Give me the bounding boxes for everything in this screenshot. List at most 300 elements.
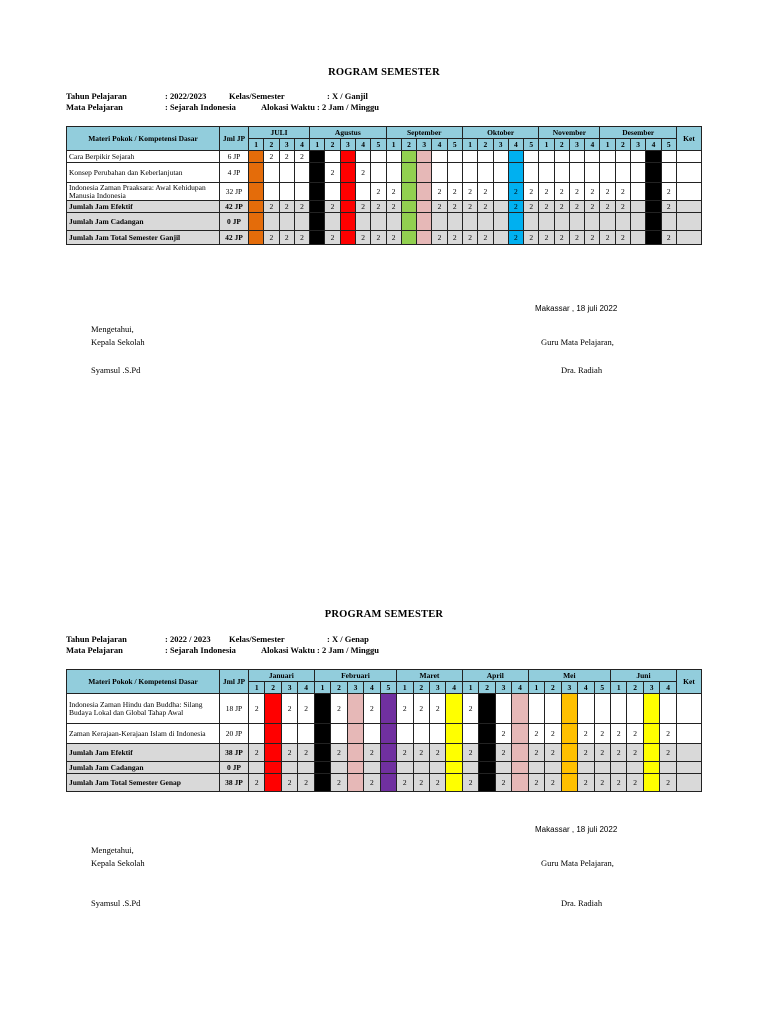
week-cell: 2 bbox=[429, 774, 445, 792]
week-cell bbox=[314, 724, 330, 744]
week-cell bbox=[627, 762, 643, 774]
week-header: 4 bbox=[578, 682, 594, 694]
week-header: 4 bbox=[298, 682, 314, 694]
week-cell: 2 bbox=[585, 231, 600, 245]
week-cell: 2 bbox=[569, 201, 584, 213]
week-cell bbox=[347, 724, 363, 744]
week-cell bbox=[600, 163, 615, 183]
kelas-value: : X / Ganjil bbox=[327, 91, 368, 101]
week-header: 2 bbox=[331, 682, 347, 694]
week-cell: 2 bbox=[264, 151, 279, 163]
week-cell bbox=[429, 762, 445, 774]
header-jml-jp: Jml JP bbox=[220, 670, 249, 694]
week-cell bbox=[371, 213, 386, 231]
week-header: 1 bbox=[462, 139, 477, 151]
week-cell: 2 bbox=[660, 774, 677, 792]
week-cell bbox=[401, 231, 416, 245]
week-cell: 2 bbox=[413, 694, 429, 724]
week-cell: 2 bbox=[397, 744, 413, 762]
week-header: 3 bbox=[281, 682, 297, 694]
week-cell: 2 bbox=[447, 231, 462, 245]
week-header: 3 bbox=[340, 139, 355, 151]
week-cell: 2 bbox=[462, 231, 477, 245]
week-cell: 2 bbox=[478, 183, 493, 201]
week-cell: 2 bbox=[413, 774, 429, 792]
week-header: 3 bbox=[643, 682, 659, 694]
month-header: November bbox=[539, 127, 600, 139]
week-cell bbox=[569, 163, 584, 183]
week-cell bbox=[594, 762, 610, 774]
week-cell bbox=[380, 762, 396, 774]
ket-cell bbox=[677, 744, 702, 762]
week-cell bbox=[479, 774, 495, 792]
week-header: 1 bbox=[249, 139, 264, 151]
week-cell bbox=[429, 724, 445, 744]
week-cell bbox=[249, 163, 264, 183]
week-cell bbox=[314, 762, 330, 774]
week-cell bbox=[340, 201, 355, 213]
week-cell bbox=[545, 694, 561, 724]
month-header: JULI bbox=[249, 127, 310, 139]
week-cell bbox=[646, 231, 661, 245]
ket-cell bbox=[677, 151, 702, 163]
week-header: 3 bbox=[569, 139, 584, 151]
week-cell bbox=[325, 213, 340, 231]
week-cell bbox=[413, 762, 429, 774]
week-cell: 2 bbox=[569, 183, 584, 201]
table-row bbox=[67, 724, 702, 744]
week-cell bbox=[294, 213, 309, 231]
week-header: 2 bbox=[325, 139, 340, 151]
week-cell bbox=[462, 762, 478, 774]
week-cell: 2 bbox=[355, 163, 370, 183]
week-cell bbox=[340, 213, 355, 231]
week-cell: 2 bbox=[249, 774, 265, 792]
week-cell bbox=[347, 762, 363, 774]
table-row bbox=[67, 151, 702, 163]
week-header: 1 bbox=[386, 139, 401, 151]
week-cell bbox=[413, 724, 429, 744]
week-cell: 2 bbox=[432, 201, 447, 213]
week-header: 2 bbox=[264, 139, 279, 151]
ket-cell bbox=[677, 774, 702, 792]
week-cell bbox=[294, 163, 309, 183]
week-cell bbox=[310, 183, 325, 201]
ket-cell bbox=[677, 694, 702, 724]
ket-cell bbox=[677, 163, 702, 183]
week-cell: 2 bbox=[585, 183, 600, 201]
week-cell bbox=[660, 694, 677, 724]
week-cell bbox=[600, 213, 615, 231]
week-cell bbox=[265, 744, 281, 762]
materi-cell: Indonesia Zaman Hindu dan Buddha: Silang Budaya Lokal dan Global Tahap Awal bbox=[67, 694, 220, 724]
week-cell bbox=[569, 213, 584, 231]
week-cell bbox=[478, 213, 493, 231]
week-cell bbox=[631, 151, 646, 163]
week-cell bbox=[249, 151, 264, 163]
week-cell bbox=[585, 213, 600, 231]
week-cell: 2 bbox=[325, 231, 340, 245]
semester-table bbox=[66, 126, 702, 245]
week-cell: 2 bbox=[524, 201, 539, 213]
week-cell bbox=[380, 744, 396, 762]
week-cell: 2 bbox=[462, 183, 477, 201]
jp-cell: 20 JP bbox=[220, 724, 249, 744]
guru-label: Guru Mata Pelajaran, bbox=[541, 858, 614, 868]
week-cell bbox=[479, 694, 495, 724]
week-header: 4 bbox=[508, 139, 523, 151]
summary-row bbox=[67, 762, 702, 774]
week-cell: 2 bbox=[660, 744, 677, 762]
week-cell bbox=[279, 183, 294, 201]
week-cell: 2 bbox=[478, 231, 493, 245]
materi-cell: Jumlah Jam Efektif bbox=[67, 744, 220, 762]
week-cell: 2 bbox=[539, 231, 554, 245]
week-cell bbox=[446, 774, 462, 792]
week-cell bbox=[569, 151, 584, 163]
table-row bbox=[67, 183, 702, 201]
week-cell bbox=[417, 163, 432, 183]
week-cell: 2 bbox=[462, 744, 478, 762]
week-cell bbox=[539, 163, 554, 183]
week-cell: 2 bbox=[325, 201, 340, 213]
week-header: 5 bbox=[594, 682, 610, 694]
ket-cell bbox=[677, 724, 702, 744]
month-header: Agustus bbox=[310, 127, 386, 139]
week-cell bbox=[646, 151, 661, 163]
week-cell bbox=[340, 151, 355, 163]
week-cell: 2 bbox=[462, 694, 478, 724]
week-cell bbox=[554, 151, 569, 163]
week-header: 4 bbox=[364, 682, 380, 694]
week-header: 4 bbox=[585, 139, 600, 151]
week-cell bbox=[528, 762, 544, 774]
week-cell bbox=[340, 231, 355, 245]
month-header: Mei bbox=[528, 670, 610, 682]
week-cell bbox=[401, 151, 416, 163]
week-cell: 2 bbox=[331, 774, 347, 792]
week-cell: 2 bbox=[610, 744, 626, 762]
week-cell bbox=[508, 163, 523, 183]
week-cell: 2 bbox=[578, 774, 594, 792]
jp-cell: 42 JP bbox=[220, 201, 249, 213]
week-cell bbox=[508, 213, 523, 231]
week-cell bbox=[265, 724, 281, 744]
week-cell bbox=[279, 163, 294, 183]
week-cell bbox=[401, 213, 416, 231]
week-cell bbox=[265, 762, 281, 774]
week-header: 5 bbox=[524, 139, 539, 151]
month-header: September bbox=[386, 127, 462, 139]
week-header: 1 bbox=[397, 682, 413, 694]
week-cell: 2 bbox=[364, 774, 380, 792]
week-cell: 2 bbox=[432, 183, 447, 201]
week-header: 2 bbox=[401, 139, 416, 151]
week-cell bbox=[561, 724, 577, 744]
week-cell bbox=[631, 213, 646, 231]
week-cell bbox=[512, 774, 528, 792]
week-cell bbox=[615, 163, 630, 183]
summary-row bbox=[67, 774, 702, 792]
week-cell: 2 bbox=[545, 774, 561, 792]
week-header: 2 bbox=[413, 682, 429, 694]
week-header: 4 bbox=[432, 139, 447, 151]
week-cell bbox=[554, 213, 569, 231]
week-cell: 2 bbox=[615, 231, 630, 245]
week-header: 1 bbox=[528, 682, 544, 694]
week-cell bbox=[347, 744, 363, 762]
week-cell: 2 bbox=[594, 724, 610, 744]
month-header: April bbox=[462, 670, 528, 682]
week-header: 3 bbox=[493, 139, 508, 151]
week-cell bbox=[380, 694, 396, 724]
week-cell bbox=[631, 201, 646, 213]
week-cell: 2 bbox=[545, 724, 561, 744]
ket-cell bbox=[677, 231, 702, 245]
week-cell bbox=[249, 231, 264, 245]
week-cell bbox=[615, 213, 630, 231]
mengetahui-label: Mengetahui, bbox=[91, 845, 134, 855]
week-cell bbox=[447, 151, 462, 163]
week-cell: 2 bbox=[478, 201, 493, 213]
kelas-label: Kelas/Semester bbox=[229, 634, 285, 644]
week-cell bbox=[310, 201, 325, 213]
ket-cell bbox=[677, 213, 702, 231]
week-cell: 2 bbox=[578, 724, 594, 744]
jp-cell: 38 JP bbox=[220, 744, 249, 762]
week-header: 3 bbox=[561, 682, 577, 694]
week-cell bbox=[314, 744, 330, 762]
tahun-label: Tahun Pelajaran bbox=[66, 634, 127, 644]
week-cell bbox=[249, 201, 264, 213]
week-cell bbox=[340, 183, 355, 201]
week-cell bbox=[265, 694, 281, 724]
mapel-value: : Sejarah Indonesia bbox=[165, 645, 236, 655]
month-header: Januari bbox=[249, 670, 315, 682]
week-cell bbox=[539, 213, 554, 231]
week-cell bbox=[310, 231, 325, 245]
week-cell bbox=[281, 724, 297, 744]
week-header: 2 bbox=[265, 682, 281, 694]
week-cell bbox=[279, 213, 294, 231]
header-materi: Materi Pokok / Kompetensi Dasar bbox=[67, 670, 220, 694]
week-cell: 2 bbox=[524, 183, 539, 201]
tahun-label: Tahun Pelajaran bbox=[66, 91, 127, 101]
week-cell bbox=[661, 213, 676, 231]
week-cell: 2 bbox=[627, 774, 643, 792]
week-cell bbox=[447, 163, 462, 183]
week-cell: 2 bbox=[386, 183, 401, 201]
week-cell: 2 bbox=[279, 231, 294, 245]
week-cell: 2 bbox=[298, 774, 314, 792]
week-cell: 2 bbox=[661, 201, 676, 213]
week-cell bbox=[493, 213, 508, 231]
week-cell: 2 bbox=[610, 724, 626, 744]
materi-cell: Zaman Kerajaan-Kerajaan Islam di Indonesia bbox=[67, 724, 220, 744]
week-cell bbox=[462, 724, 478, 744]
week-cell bbox=[545, 762, 561, 774]
week-cell bbox=[364, 724, 380, 744]
week-cell bbox=[325, 151, 340, 163]
week-cell: 2 bbox=[331, 694, 347, 724]
ket-cell bbox=[677, 201, 702, 213]
week-header: 2 bbox=[545, 682, 561, 694]
header-ket: Ket bbox=[677, 670, 702, 694]
month-header: Oktober bbox=[462, 127, 538, 139]
week-header: 1 bbox=[610, 682, 626, 694]
kelas-label: Kelas/Semester bbox=[229, 91, 285, 101]
week-cell: 2 bbox=[528, 744, 544, 762]
week-header: 5 bbox=[447, 139, 462, 151]
week-cell bbox=[495, 762, 511, 774]
materi-cell: Cara Berpikir Sejarah bbox=[67, 151, 220, 163]
week-cell: 2 bbox=[364, 694, 380, 724]
jp-cell: 18 JP bbox=[220, 694, 249, 724]
week-cell bbox=[493, 231, 508, 245]
week-header: 4 bbox=[446, 682, 462, 694]
week-cell bbox=[493, 183, 508, 201]
week-cell: 2 bbox=[281, 774, 297, 792]
ket-cell bbox=[677, 183, 702, 201]
mapel-value: : Sejarah Indonesia bbox=[165, 102, 236, 112]
week-cell bbox=[401, 183, 416, 201]
week-cell: 2 bbox=[594, 744, 610, 762]
guru-label: Guru Mata Pelajaran, bbox=[541, 337, 614, 347]
week-cell: 2 bbox=[281, 744, 297, 762]
week-cell bbox=[281, 762, 297, 774]
place-date: Makassar , 18 juli 2022 bbox=[535, 825, 618, 834]
week-cell bbox=[417, 183, 432, 201]
week-cell bbox=[646, 183, 661, 201]
week-cell bbox=[265, 774, 281, 792]
week-cell: 2 bbox=[600, 183, 615, 201]
week-cell bbox=[493, 163, 508, 183]
week-cell: 2 bbox=[249, 694, 265, 724]
week-cell bbox=[310, 213, 325, 231]
week-cell: 2 bbox=[495, 744, 511, 762]
week-cell bbox=[554, 163, 569, 183]
week-cell bbox=[578, 694, 594, 724]
week-header: 3 bbox=[279, 139, 294, 151]
summary-row bbox=[67, 744, 702, 762]
week-cell: 2 bbox=[294, 151, 309, 163]
alokasi-label: Alokasi Waktu : 2 Jam / Minggu bbox=[261, 102, 379, 112]
week-header: 2 bbox=[627, 682, 643, 694]
alokasi-label: Alokasi Waktu : 2 Jam / Minggu bbox=[261, 645, 379, 655]
week-cell: 2 bbox=[386, 201, 401, 213]
materi-cell: Jumlah Jam Total Semester Genap bbox=[67, 774, 220, 792]
week-cell bbox=[314, 694, 330, 724]
week-cell bbox=[331, 762, 347, 774]
week-cell: 2 bbox=[397, 694, 413, 724]
kepala-name: Syamsul .S.Pd bbox=[91, 898, 141, 908]
week-cell bbox=[325, 183, 340, 201]
week-cell: 2 bbox=[371, 231, 386, 245]
week-header: 2 bbox=[615, 139, 630, 151]
week-cell: 2 bbox=[524, 231, 539, 245]
summary-row bbox=[67, 201, 702, 213]
week-cell: 2 bbox=[661, 183, 676, 201]
week-header: 1 bbox=[600, 139, 615, 151]
week-cell bbox=[585, 151, 600, 163]
week-cell bbox=[631, 183, 646, 201]
week-cell bbox=[355, 183, 370, 201]
page-title: PROGRAM SEMESTER bbox=[324, 609, 444, 620]
week-cell: 2 bbox=[661, 231, 676, 245]
jp-cell: 42 JP bbox=[220, 231, 249, 245]
week-cell bbox=[462, 151, 477, 163]
week-cell bbox=[380, 724, 396, 744]
month-header: Juni bbox=[610, 670, 676, 682]
week-cell bbox=[512, 744, 528, 762]
summary-row bbox=[67, 213, 702, 231]
week-cell bbox=[432, 213, 447, 231]
week-cell bbox=[417, 213, 432, 231]
week-cell bbox=[561, 762, 577, 774]
week-header: 3 bbox=[631, 139, 646, 151]
week-cell: 2 bbox=[325, 163, 340, 183]
week-header: 3 bbox=[347, 682, 363, 694]
tahun-value: : 2022 / 2023 bbox=[165, 634, 211, 644]
week-cell bbox=[249, 183, 264, 201]
summary-row bbox=[67, 231, 702, 245]
week-cell bbox=[627, 694, 643, 724]
week-cell: 2 bbox=[279, 151, 294, 163]
week-cell bbox=[331, 724, 347, 744]
week-cell bbox=[661, 151, 676, 163]
week-cell: 2 bbox=[545, 744, 561, 762]
week-cell bbox=[446, 744, 462, 762]
guru-name: Dra. Radiah bbox=[561, 365, 603, 375]
week-header: 2 bbox=[478, 139, 493, 151]
week-cell bbox=[512, 762, 528, 774]
week-cell: 2 bbox=[554, 201, 569, 213]
semester-table bbox=[66, 669, 702, 792]
week-header: 1 bbox=[314, 682, 330, 694]
week-cell bbox=[561, 774, 577, 792]
week-header: 4 bbox=[294, 139, 309, 151]
ket-cell bbox=[677, 762, 702, 774]
week-cell bbox=[371, 163, 386, 183]
week-cell: 2 bbox=[386, 231, 401, 245]
week-cell: 2 bbox=[447, 183, 462, 201]
week-cell: 2 bbox=[298, 744, 314, 762]
week-cell: 2 bbox=[249, 744, 265, 762]
week-cell bbox=[643, 774, 659, 792]
week-cell: 2 bbox=[508, 183, 523, 201]
week-cell: 2 bbox=[495, 724, 511, 744]
jp-cell: 4 JP bbox=[220, 163, 249, 183]
week-cell bbox=[340, 163, 355, 183]
week-cell bbox=[660, 762, 677, 774]
week-cell bbox=[417, 151, 432, 163]
week-cell bbox=[298, 762, 314, 774]
kepala-sekolah-label: Kepala Sekolah bbox=[91, 337, 145, 347]
jp-cell: 0 JP bbox=[220, 762, 249, 774]
week-cell bbox=[524, 163, 539, 183]
materi-cell: Jumlah Jam Cadangan bbox=[67, 213, 220, 231]
guru-name: Dra. Radiah bbox=[561, 898, 603, 908]
week-cell: 2 bbox=[585, 201, 600, 213]
week-cell bbox=[401, 163, 416, 183]
materi-cell: Jumlah Jam Efektif bbox=[67, 201, 220, 213]
week-cell bbox=[610, 694, 626, 724]
week-cell bbox=[314, 774, 330, 792]
week-cell: 2 bbox=[569, 231, 584, 245]
week-cell: 2 bbox=[627, 744, 643, 762]
week-cell bbox=[249, 213, 264, 231]
week-header: 4 bbox=[355, 139, 370, 151]
